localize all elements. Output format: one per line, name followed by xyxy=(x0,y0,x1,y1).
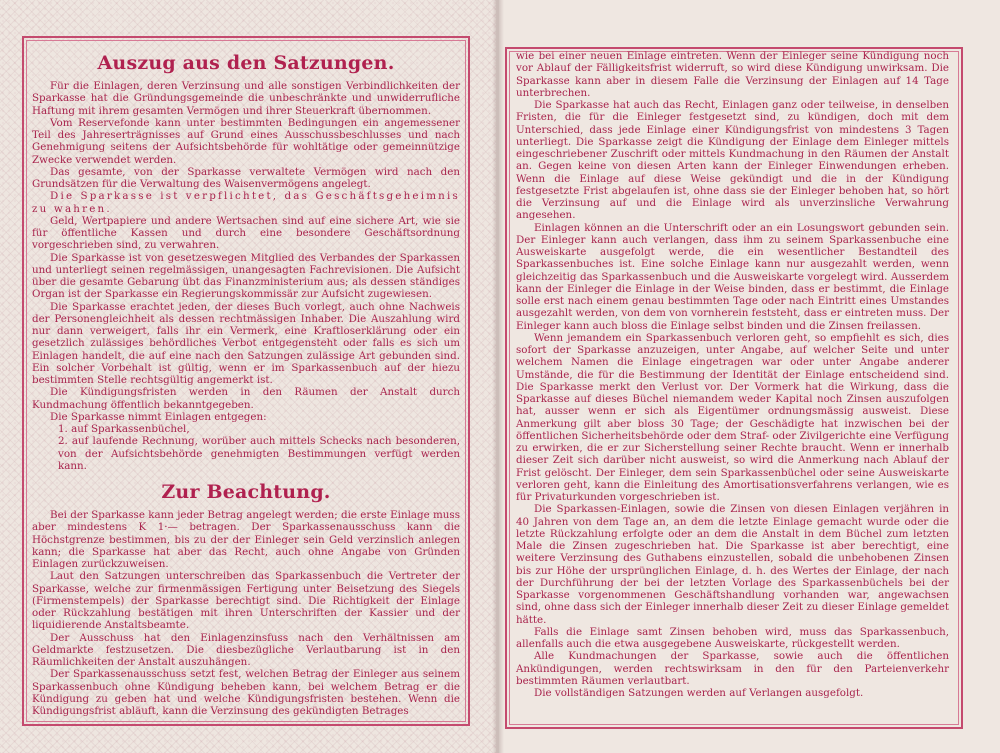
paragraph: Die Sparkasse nimmt Einlagen entgegen: xyxy=(50,410,267,423)
list-item: 2. auf laufende Rechnung, worüber auch mittels Schecks nach besonderen, von der Aufsichtsbehörde genehmigten Bestimmungen verfügt werden kann. xyxy=(58,435,460,472)
paragraph: Laut den Satzungen unterschreiben das Sparkassenbuch die Vertreter der Sparkasse, welche zur firmenmässigen Fertigung unter Beisetzung des Siegels (Firmenstempels) der Sparkasse berechtigt sind. Die Richtigkeit der Einlage oder Rückzahlung bestätigen mit ihren Unterschriften der Kassier und der liquidierende Anstaltsbeamte. xyxy=(32,570,460,632)
paragraph: Die Sparkasse ist von gesetzeswegen Mitglied des Verbandes der Sparkassen und unterliegt seinen regelmässigen, unangesagten Fachrevisionen. Die Aufsicht über die gesamte Gebarung übt das Finanzministerium aus; als dessen ständiges Organ ist der Sparkasse ein Regierungskommissär zur Aufsicht zugewiesen. xyxy=(32,251,460,301)
paragraph: Wenn jemandem ein Sparkassenbuch verloren geht, so empfiehlt es sich, dies sofort der Sparkasse anzuzeigen, unter Angabe, auf welcher Seite und unter welchem Namen die Einlage eingetragen war oder unter Angabe anderer Umstände, die für die Bestimmung der Identität der Einlage entscheidend sind. Die Sparkasse merkt den Verlust vor. Der Vormerk hat die Wirkung, dass die Sparkasse auf dieses Büchel niemandem weder Kapital noch Zinsen auszufolgen hat, ausser wenn er sich als Eigentümer ordnungsmässig ausweist. Diese Anmerkung gilt aber bloss 30 Tage; der Geschädigte hat inzwischen bei der öffentlichen Sicherheitsbehörde oder dem Straf- oder Zivilgerichte eine Verfügung zu erwirken, die er zur Sicherstellung seiner Rechte braucht. Wenn er innerhalb dieser Zeit sich darüber nicht ausweist, so wird die Anmerkung nach Ablauf der Frist gelöscht. Der Einleger, dem sein Sparkassenbüchel oder seine Ausweiskarte verloren geht, kann die Einleitung des Amortisationsverfahrens verlangen, wie es für Privaturkunden vorgeschrieben ist. xyxy=(516,331,949,503)
paragraph: wie bei einer neuen Einlage eintreten. Wenn der Einleger seine Kündigung noch vor Ablauf der Fälligkeitsfrist widerruft, so wird diese Kündigung unwirksam. Die Sparkasse kann aber in diesem Falle die Verzinsung der Einlagen auf 14 Tage unterbrechen. xyxy=(516,50,949,99)
paragraph-spaced: Die Sparkasse ist verpflichtet, das Geschäftsgeheimnis zu wahren. xyxy=(32,190,460,215)
paragraph: Vom Reservefonde kann unter bestimmten Bedingungen ein angemessener Teil des Jahreserträgnisses auf Grund eines Ausschussbeschlusses und nach Genehmigung seitens der Aufsichtsbehörde für wohltätige oder gemeinnützige Zwecke verwendet werden. xyxy=(32,116,460,166)
book-gutter xyxy=(492,0,504,753)
paragraph: Für die Einlagen, deren Verzinsung und alle sonstigen Verbindlichkeiten der Sparkasse hat die Gründungsgemeinde die unbeschränkte und unwiderrufliche Haftung mit ihrem gesamten Vermögen und ihrer Steuerkraft übernommen. xyxy=(32,80,460,117)
paragraph: Die vollständigen Satzungen werden auf Verlangen ausgefolgt. xyxy=(534,687,864,699)
heading-satzungen: Auszug aus den Satzungen. xyxy=(97,52,395,74)
paragraph: Geld, Wertpapiere und andere Wertsachen sind auf eine sichere Art, wie sie für öffentliche Kassen und durch eine besondere Geschäftsordnung vorgeschrieben sind, zu verwahren. xyxy=(32,214,460,252)
paragraph: Alle Kundmachungen der Sparkasse, sowie auch die öffentlichen Ankündigungen, werden rechtswirksam in den für den Parteienverkehr bestimmten Räumen verlautbart. xyxy=(516,650,949,687)
paragraph: Die Kündigungsfristen werden in den Räumen der Anstalt durch Kundmachung öffentlich bekanntgegeben. xyxy=(32,386,460,411)
paragraph: Einlagen können an die Unterschrift oder an ein Losungswort gebunden sein. Der Einleger kann auch verlangen, dass ihm zu seinem Sparkassenbuche eine Ausweiskarte ausgefolgt werde, die ein wesentlicher Bestandteil des Sparkassenbuches ist. Eine solche Einlage kann nur ausgezahlt werden, wenn gleichzeitig das Sparkassenbuch und die Ausweiskarte vorgelegt wird. Ausserdem kann der Einleger die Einlage in der Weise binden, dass er bestimmt, die Einlage solle erst nach einem genau bestimmten Tage oder nach Eintritt eines Umstandes ausgezahlt werden, von dem von vornherein feststeht, dass er eintreten muss. Der Einleger kann auch bloss die Einlage selbst binden und die Zinsen freilassen. xyxy=(516,221,949,332)
paragraph: Falls die Einlage samt Zinsen behoben wird, muss das Sparkassenbuch, allenfalls auch die etwa ausgegebene Ausweiskarte, rückgestellt werden. xyxy=(516,625,949,650)
right-page-text xyxy=(516,50,949,699)
heading-beachtung: Zur Beachtung. xyxy=(161,481,331,503)
paragraph: Die Sparkasse hat auch das Recht, Einlagen ganz oder teilweise, in denselben Fristen, die für die Einleger festgesetzt sind, zu kündigen, doch mit dem Unterschied, dass jede Einlage einer Kündigungsfrist von mindestens 3 Tagen unterliegt. Die Sparkasse zeigt die Kündigung der Einlage dem Einleger mittels eingeschriebener Zuschrift oder mittels Kundmachung in den Räumen der Anstalt an. Gegen keine von diesen Arten kann der Einleger Einwendungen erheben. Wenn die Einlage auf diese Weise gekündigt und die in der Kündigung festgesetzte Frist abgelaufen ist, ohne dass sie der Einleger behoben hat, so hört die Verzinsung auf und die Einlage wird als unverzinsliche Verwahrung angesehen. xyxy=(516,99,949,222)
left-page-text xyxy=(32,52,460,717)
paragraph: Bei der Sparkasse kann jeder Betrag angelegt werden; die erste Einlage muss aber mindestens K 1·— betragen. Der Sparkassenausschuss kann die Höchstgrenze bestimmen, bis zu der der Einleger sein Geld verzinslich anlegen kann; die Sparkasse hat aber das Recht, auch ohne Angabe von Gründen Einlagen zurückzuweisen. xyxy=(32,509,460,570)
paragraph: Die Sparkasse erachtet jeden, der dieses Buch vorlegt, auch ohne Nachweis der Personengleichheit als dessen rechtmässigen Inhaber. Die Auszahlung wird nur dann verweigert, falls ihr ein Vermerk, eine Kraftloserklärung oder ein gesetzlich zulässiges behördliches Verbot entgegensteht oder falls es sich um Einlagen handelt, die auf eine nach den Satzungen zulässige Art gebunden sind. Ein solcher Vorbehalt ist gültig, wenn er im Sparkassenbuch auf der hiezu bestimmten Stelle rechtsgültig angemerkt ist. xyxy=(32,300,460,386)
paragraph: Das gesamte, von der Sparkasse verwaltete Vermögen wird nach den Grundsätzen für die Verwaltung des Waisenvermögens angelegt. xyxy=(32,165,460,190)
paragraph: Der Ausschuss hat den Einlagenzinsfuss nach den Verhältnissen am Geldmarkte festzusetzen. Die diesbezügliche Verlautbarung ist in den Räumlichkeiten der Anstalt auszuhängen. xyxy=(32,631,460,668)
paragraph: Die Sparkassen-Einlagen, sowie die Zinsen von diesen Einlagen verjähren in 40 Jahren von dem Tage an, an dem die letzte Einlage gemacht wurde oder die letzte Rückzahlung erfolgte oder an dem die Anstalt in dem Büchel zum letzten Male die Zinsen zugeschrieben hat. Die Sparkasse ist aber berechtigt, eine weitere Verzinsung des Guthabens einzustellen, sobald die unbehobenen Zinsen bis zur Höhe der ursprünglichen Einlage, d. h. des Wertes der Einlage, der nach der Durchführung der bei der letzten Vorlage des Sparkassenbüchels bei der Sparkasse vorgenommenen Geschäftshandlung vorhanden war, angewachsen sind, ohne dass sich der Einleger innerhalb dieser Zeit zu dieser Einlage gemeldet hätte. xyxy=(516,503,949,626)
paragraph: Der Sparkassenausschuss setzt fest, welchen Betrag der Einleger aus seinem Sparkassenbuch ohne Kündigung beheben kann, bei welchem Betrag er die Kündigung zu geben hat und welche Kündigungsfristen bestehen. Wenn die Kündigungsfrist abläuft, kann die Verzinsung des gekündigten Betrages xyxy=(32,668,460,717)
list-item: 1. auf Sparkassenbüchel, xyxy=(58,423,190,435)
